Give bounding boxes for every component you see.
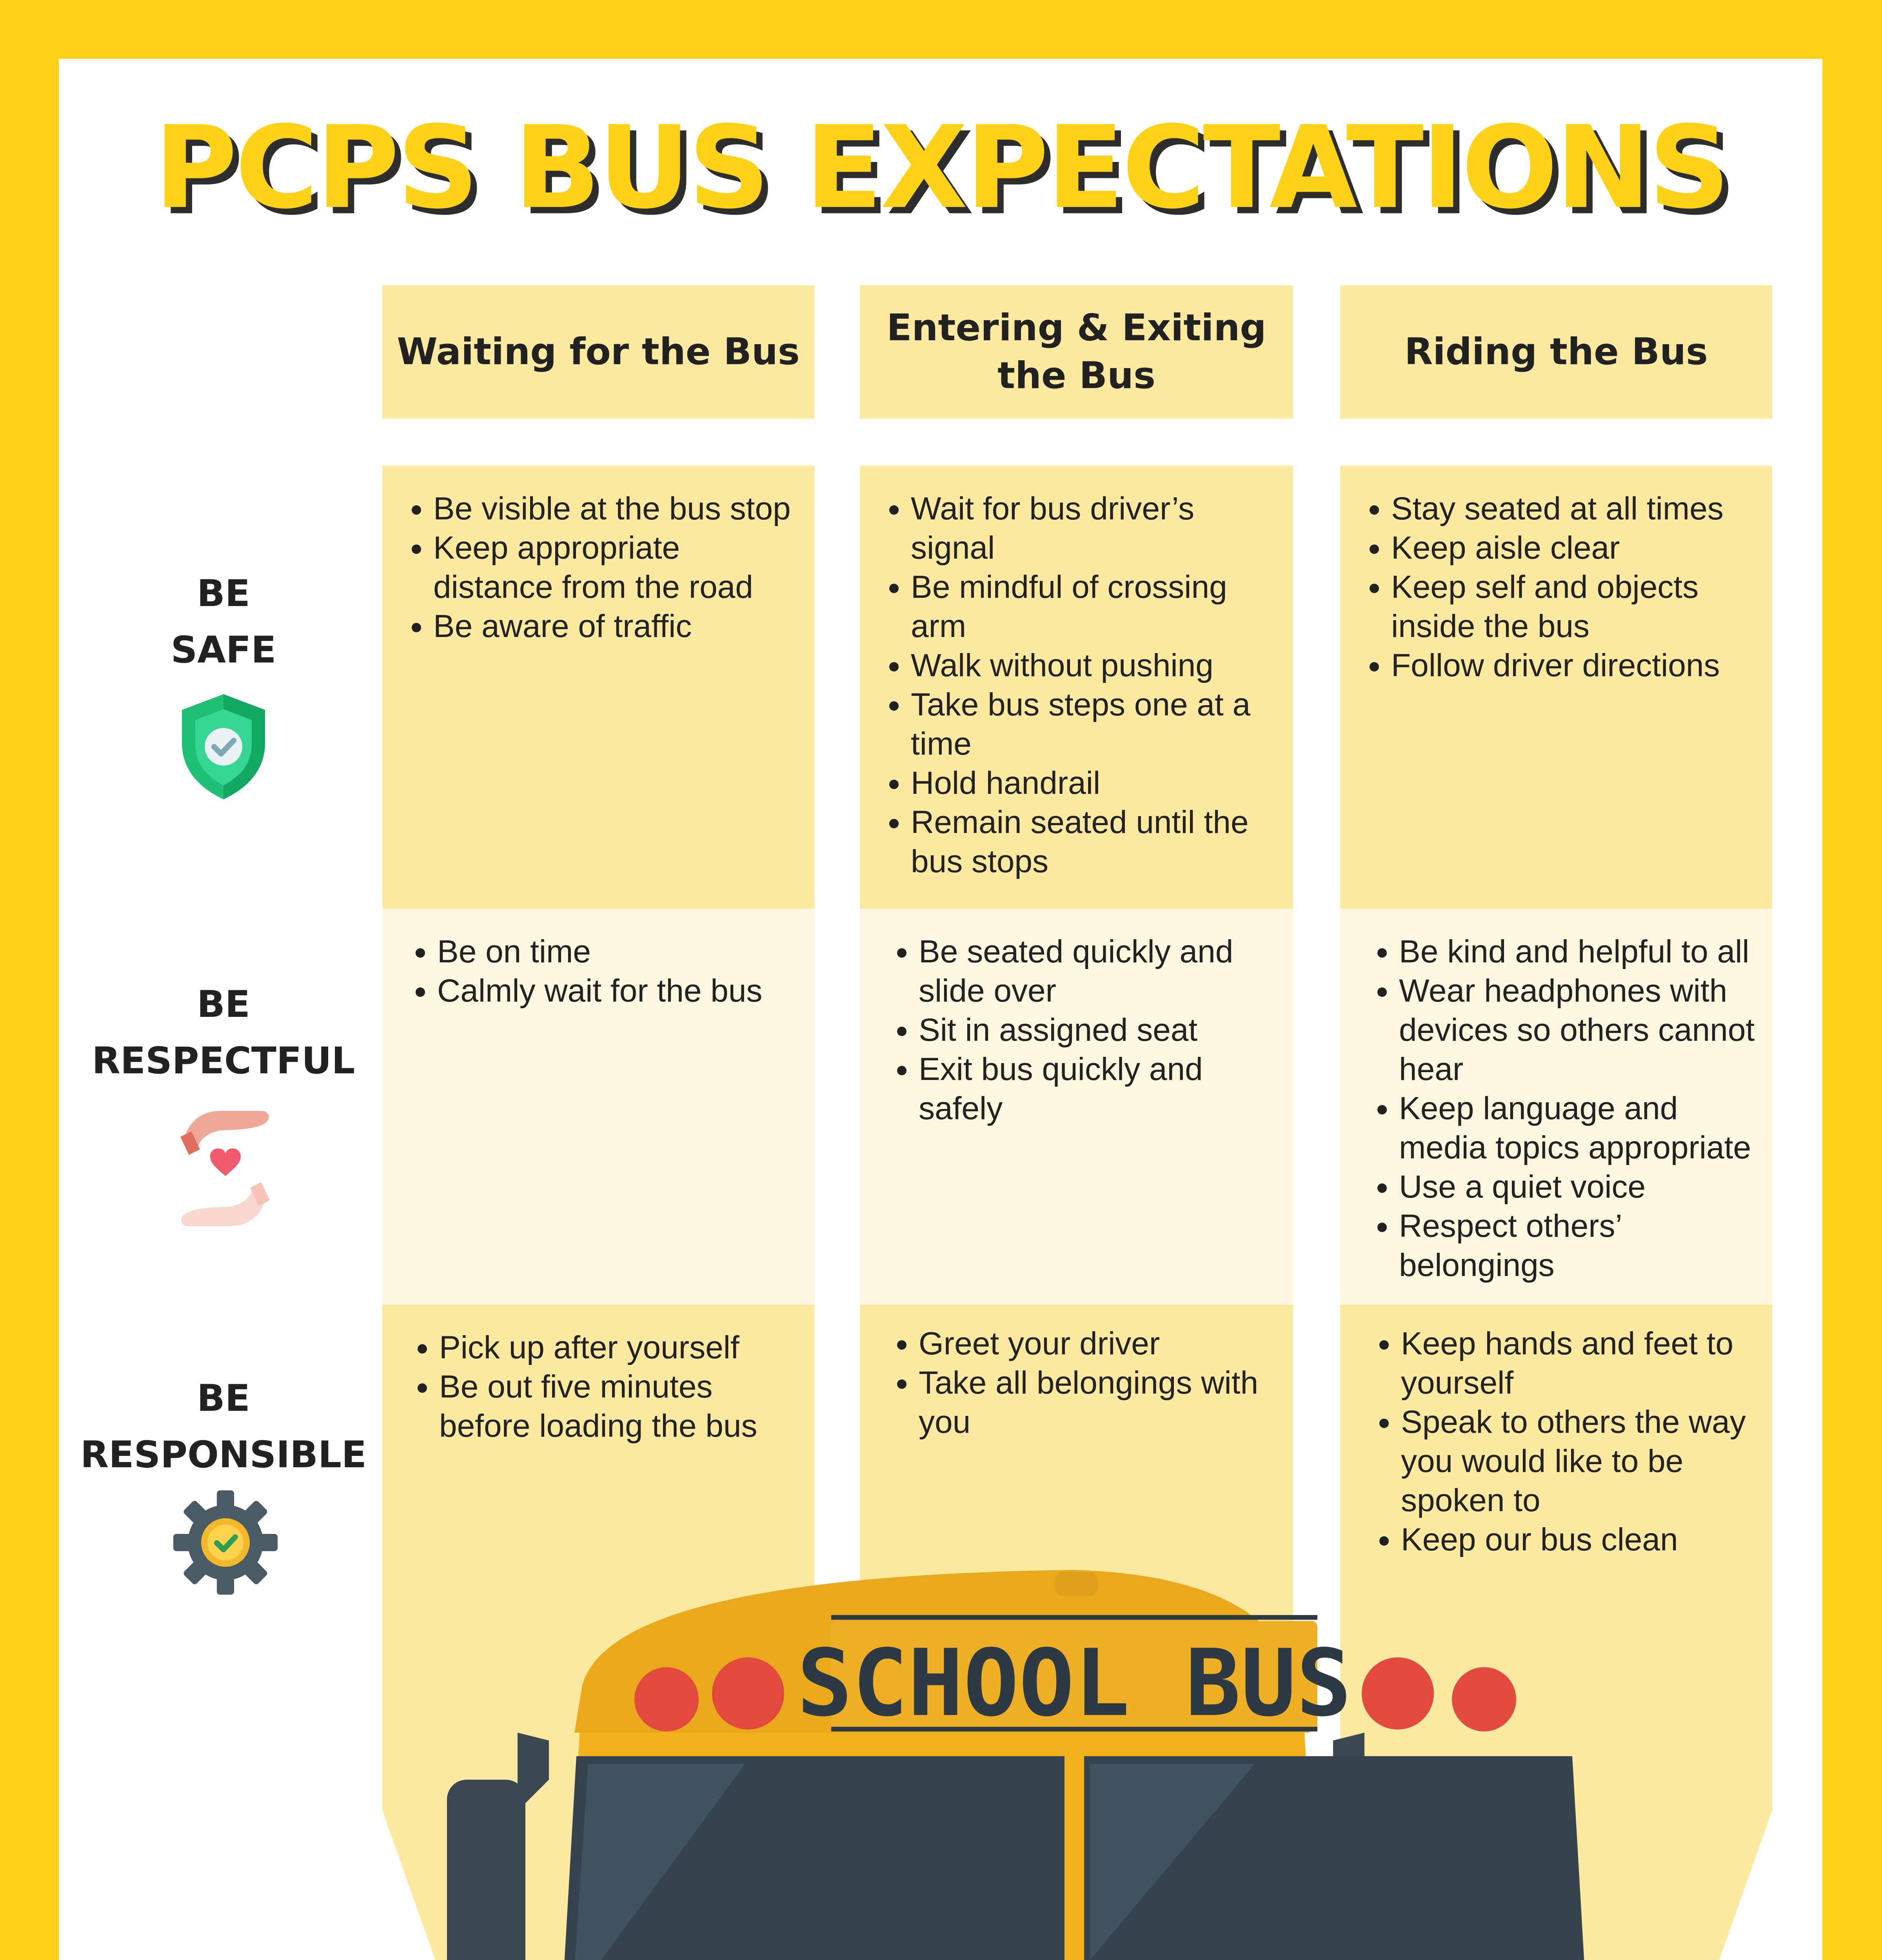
list-item: • Be on time [437,932,799,971]
list-item: • Respect others’ belongings [1399,1207,1764,1285]
list-item: • Be mindful of crossing arm [911,568,1273,646]
row-label-line: RESPECTFUL [92,1040,355,1082]
list-item: • Wait for bus driver’s signal [911,489,1273,568]
warning-light [712,1657,784,1730]
list-item: • Keep our bus clean [1401,1520,1764,1559]
warning-light [634,1667,699,1731]
column-header-riding: Riding the Bus [1340,285,1772,419]
list-item: • Pick up after yourself [439,1328,799,1367]
list-item: • Be seated quickly and slide over [919,932,1273,1011]
poster-title: PCPS BUS EXPECTATIONS [154,102,1728,234]
list-item: • Calmly wait for the bus [437,971,799,1011]
column-header-waiting: Waiting for the Bus [382,285,814,419]
list-item: • Be aware of traffic [433,607,799,646]
row-label-line: BE [197,1377,250,1420]
warning-light [1362,1657,1434,1730]
list-item: • Sit in assigned seat [919,1011,1273,1050]
list-item: • Speak to others the way you would like to be spoken to [1401,1403,1764,1520]
list-item: • Wear headphones with devices so others cannot hear [1399,971,1764,1089]
row-label-line: BE [197,572,250,615]
list-item: • Greet your driver [919,1324,1273,1363]
list-item: • Stay seated at all times [1391,489,1760,528]
list-item: • Be out five minutes before loading the bus [439,1367,799,1446]
warning-light [1452,1667,1516,1731]
list-item: • Remain seated until the bus stops [911,803,1273,881]
list-item: • Take all belongings with you [919,1363,1273,1442]
list-item: • Use a quiet voice [1399,1167,1764,1207]
list-item: • Be visible at the bus stop [433,489,799,528]
list-item: • Keep hands and feet to yourself [1401,1324,1764,1403]
list-item: • Keep self and objects inside the bus [1391,568,1760,646]
list-item: • Keep aisle clear [1391,528,1760,568]
column-header-entering-exiting: Entering & Exiting the Bus [860,285,1293,419]
list-item: • Hold handrail [911,764,1273,803]
row-label-line: SAFE [171,629,276,671]
list-item: • Keep language and media topics appropriate [1399,1089,1764,1167]
bus-sign-text: SCHOOL BUS [797,1630,1352,1737]
list-item: • Follow driver directions [1391,646,1760,685]
row-label-line: RESPONSIBLE [80,1434,367,1476]
row-label-line: BE [197,983,250,1026]
list-item: • Keep appropriate distance from the road [433,528,799,607]
list-item: • Take bus steps one at a time [911,685,1273,764]
mirror-left [447,1780,525,1960]
list-item: • Be kind and helpful to all [1399,932,1764,971]
list-item: • Exit bus quickly and safely [919,1050,1273,1128]
list-item: • Walk without pushing [911,646,1273,685]
